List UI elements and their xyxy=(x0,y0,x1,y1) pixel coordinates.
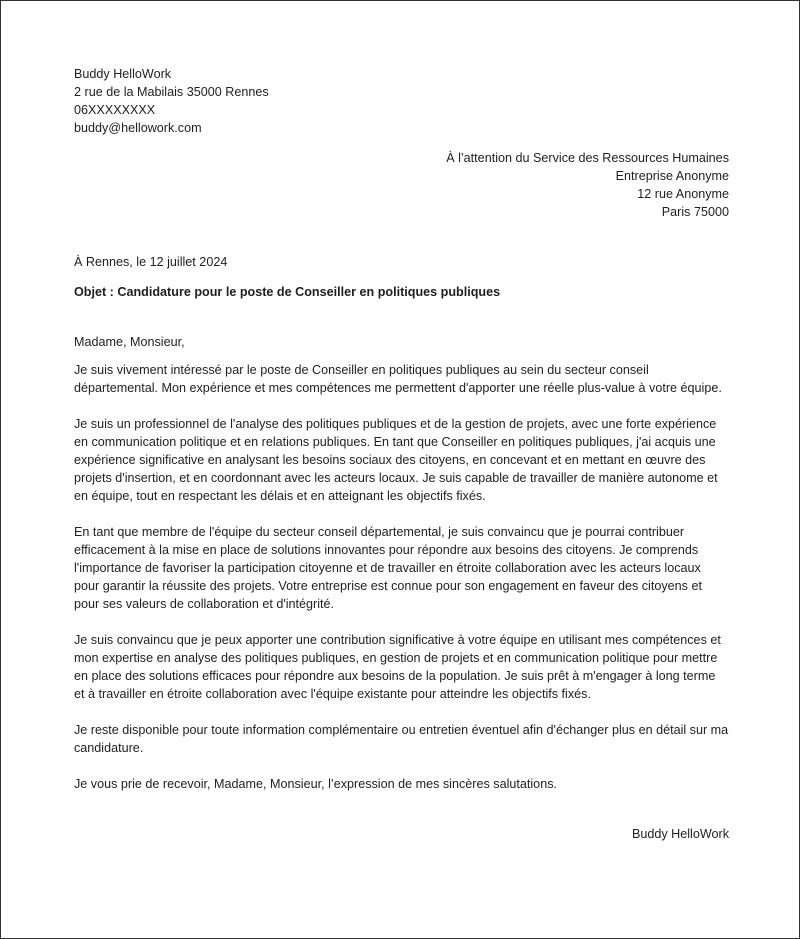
body-paragraph-1: Je suis vivement intéressé par le poste de Conseiller en politiques publiques au sein du secteur conseil départemental. Mon expérience et mes compétences me permettent d'apporter une réelle plus-value à votre équipe. xyxy=(74,363,722,395)
subject-line: Objet : Candidature pour le poste de Conseiller en politiques publiques xyxy=(74,285,501,299)
sender-email: buddy@hellowork.com xyxy=(74,121,202,135)
recipient-company: Entreprise Anonyme xyxy=(615,169,729,183)
recipient-block xyxy=(74,149,729,221)
body-paragraph-2: Je suis un professionnel de l'analyse des politiques publiques et de la gestion de projets, avec une forte expérience en communication politique et en relations publiques. En tant que Conseiller en politiques publiques, j'ai acquis une expérience significative en analysant les besoins sociaux des citoyens, en concevant et en mettant en œuvre des projets d'insertion, et en coordonnant avec les acteurs locaux. Je suis capable de travailler de manière autonome et en équipe, tout en respectant les délais et en atteignant les objectifs fixés. xyxy=(74,417,718,503)
recipient-city: Paris 75000 xyxy=(661,205,729,219)
signature: Buddy HelloWork xyxy=(631,827,729,841)
body-paragraph-4: Je suis convaincu que je peux apporter une contribution significative à votre équipe en utilisant mes compétences et mon expertise en analyse des politiques publiques, en gestion de projets et en communication politique pour mettre en place des solutions efficaces pour répondre aux besoins de la population. Je suis prêt à m'engager à long terme et à travailler en étroite collaboration avec l'équipe existante pour atteindre les objectifs fixés. xyxy=(74,633,721,701)
body-paragraph-5: Je reste disponible pour toute information complémentaire ou entretien éventuel afin d'échanger plus en détail sur ma candidature. xyxy=(74,723,729,755)
body-paragraph-3: En tant que membre de l'équipe du secteur conseil départemental, je suis convaincu que je pourrai contribuer efficacement à la mise en place de solutions innovantes pour répondre aux besoins des citoyens. Je comprends l'importance de favoriser la participation citoyenne et de travailler en étroite collaboration avec les acteurs locaux pour garantir la réussite des projets. Votre entreprise est connue pour son engagement en faveur des citoyens et pour ses valeurs de collaboration et d'intégrité. xyxy=(74,525,702,611)
sender-name: Buddy HelloWork xyxy=(74,67,172,81)
closing-formula: Je vous prie de recevoir, Madame, Monsieur, l’expression de mes sincères salutations. xyxy=(74,777,557,791)
recipient-street: 12 rue Anonyme xyxy=(637,187,729,201)
date-line: À Rennes, le 12 juillet 2024 xyxy=(74,255,228,269)
sender-address: 2 rue de la Mabilais 35000 Rennes xyxy=(74,85,269,99)
sender-block xyxy=(74,65,729,137)
sender-phone: 06XXXXXXXX xyxy=(74,103,156,117)
cover-letter xyxy=(74,65,729,843)
recipient-attention: À l’attention du Service des Ressources Humaines xyxy=(446,151,729,165)
salutation: Madame, Monsieur, xyxy=(74,335,185,349)
